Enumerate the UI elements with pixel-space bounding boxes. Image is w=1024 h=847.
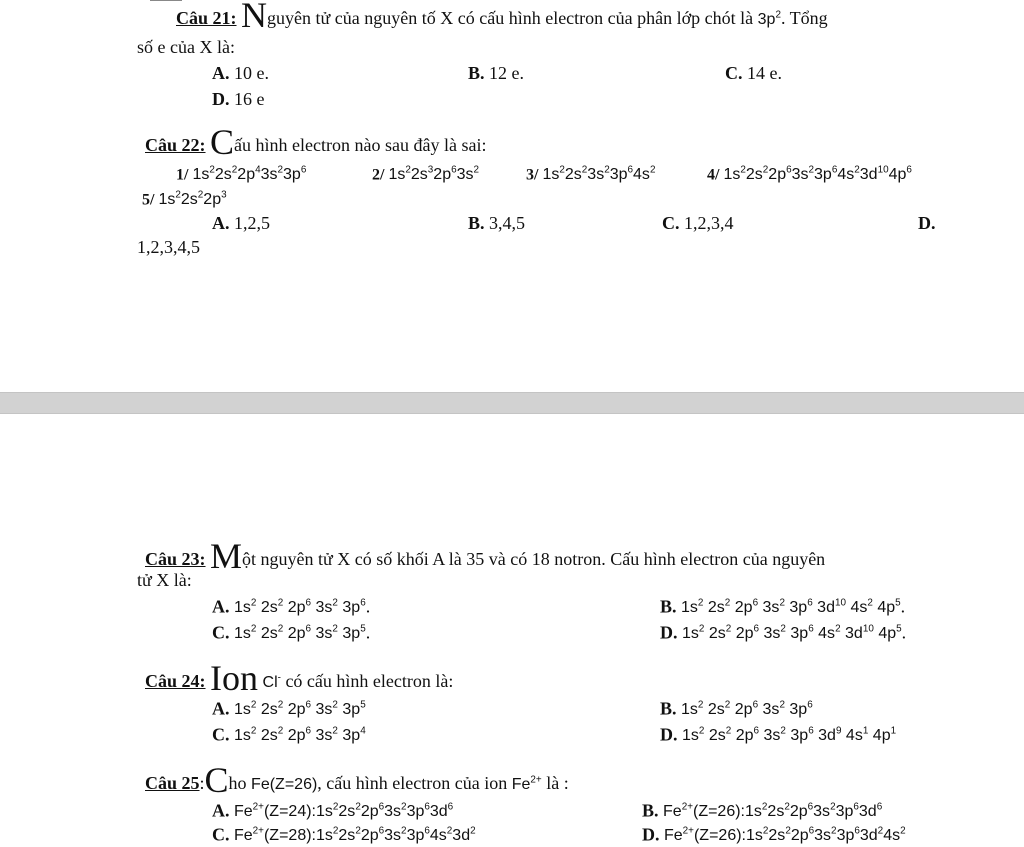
q23-line-2: tử X là:: [137, 570, 192, 590]
q22-item-2-config: $1s^22s^32p^63s^2$: [388, 165, 480, 184]
q22-option-d-text: 1,2,3,4,5: [137, 237, 200, 257]
q25-text-2: , cấu hình electron của ion: [317, 773, 512, 793]
q23-line-1: [145, 536, 826, 576]
q22-item-1-config: $1s^22s^22p^43s^23p^6$: [192, 165, 307, 184]
q21-label: Câu 21:: [176, 8, 237, 28]
q23-text: ột nguyên tử X có số khối A là 35 và có 18 notron. Cấu hình electron của nguyên: [242, 549, 826, 569]
q25-ion: $Fe^{2+}$: [511, 774, 542, 793]
q23-label: Câu 23:: [145, 549, 206, 569]
q21-config: $3p^2$: [757, 9, 781, 28]
q24-option-d: D. $1s^2$ $2s^2$ $2p^6$ $3s^2$ $3p^6$ $3d^9$ $4s^1$ $4p^1$: [660, 724, 897, 745]
q24-dropcap: Ion: [210, 658, 259, 698]
q24-ion: Cl-: [262, 672, 281, 691]
q21-line-2: số e của X là:: [137, 37, 235, 57]
q21-tail: . Tổng: [780, 8, 828, 28]
q22-item-3-config: $1s^22s^23s^23p^64s^2$: [542, 165, 656, 184]
q24-text: có cấu hình electron là:: [280, 671, 454, 691]
q25-fe: Fe(Z=26): [251, 776, 318, 793]
q22-item-2: 2/ $1s^22s^32p^63s^2$: [372, 165, 480, 184]
q23-option-a: A. $1s^2$ $2s^2$ $2p^6$ $3s^2$ $3p^6$.: [212, 596, 371, 617]
q25-option-d: D. $Fe^{2+}(Z=26):1s^22s^22p^63s^23p^63d^24s^2$: [642, 824, 906, 845]
q22-label: Câu 22:: [145, 135, 206, 155]
q24-option-a: A. $1s^2$ $2s^2$ $2p^6$ $3s^2$ $3p^5$: [212, 698, 366, 719]
q22-line-1: [145, 122, 487, 162]
q21-line-1: [176, 0, 828, 35]
q25-text-3: là :: [541, 773, 569, 793]
q24-option-b: B. $1s^2$ $2s^2$ $2p^6$ $3s^2$ $3p^6$: [660, 698, 813, 719]
document-page-1: [0, 0, 1024, 392]
q22-option-c: C. 1,2,3,4: [662, 213, 734, 233]
q25-option-b: B. $Fe^{2+}(Z=26):1s^22s^22p^63s^23p^63d^6$: [642, 800, 883, 821]
q23-option-b: B. $1s^2$ $2s^2$ $2p^6$ $3s^2$ $3p^6$ $3d^{10}$ $4s^2$ $4p^5$.: [660, 596, 906, 617]
q24-label: Câu 24:: [145, 671, 206, 691]
q21-option-b: B. 12 e.: [468, 63, 525, 83]
q22-option-b: B. 3,4,5: [468, 213, 526, 233]
q22-item-5: 5/ $1s^22s^22p^3$: [142, 190, 227, 209]
q22-option-a: A. 1,2,5: [212, 213, 270, 233]
q23-dropcap: M: [210, 536, 243, 576]
q22-item-5-config: $1s^22s^22p^3$: [158, 190, 227, 209]
q24-option-c: C. $1s^2$ $2s^2$ $2p^6$ $3s^2$ $3p^4$: [212, 724, 366, 745]
q22-item-4: 4/ $1s^22s^22p^63s^23p^64s^23d^{10}4p^6$: [707, 165, 912, 184]
q24-line-1: [145, 658, 454, 698]
q21-dropcap: N: [241, 0, 268, 35]
q23-option-c: C. $1s^2$ $2s^2$ $2p^6$ $3s^2$ $3p^5$.: [212, 622, 371, 643]
q25-dropcap: C: [204, 760, 229, 800]
q25-option-c: C. $Fe^{2+}(Z=28):1s^22s^22p^63s^23p^64s^23d^2$: [212, 824, 476, 845]
q23-option-d: D. $1s^2$ $2s^2$ $2p^6$ $3s^2$ $3p^6$ $4s^2$ $3d^{10}$ $4p^5$.: [660, 622, 907, 643]
document-page-2: [0, 414, 1024, 843]
q22-item-1: 1/ $1s^22s^22p^43s^23p^6$: [176, 165, 307, 184]
q22-item-4-config: $1s^22s^22p^63s^23p^64s^23d^{10}4p^6$: [723, 165, 912, 184]
q22-option-d: D.: [918, 213, 936, 233]
q21-text: guyên tử của nguyên tố X có cấu hình electron của phân lớp chót là: [267, 8, 758, 28]
q21-option-a: A. 10 e.: [212, 63, 269, 83]
q25-text-1: ho: [228, 773, 252, 793]
q22-dropcap: C: [210, 122, 235, 162]
q21-option-c: C. 14 e.: [725, 63, 782, 83]
q25-option-a: A. $Fe^{2+}(Z=24):1s^22s^22p^63s^23p^63d^6$: [212, 800, 454, 821]
q21-option-d: D. 16 e: [212, 89, 265, 109]
page-break: [0, 392, 1024, 414]
q25-label: Câu 25: [145, 773, 200, 793]
q25-line-1: Câu 25:Cho Fe(Z=26), cấu hình electron của ion $Fe^{2+}$ là :: [145, 760, 569, 800]
q22-item-3: 3/ $1s^22s^23s^23p^64s^2$: [526, 165, 656, 184]
q22-text: ấu hình electron nào sau đây là sai:: [234, 135, 487, 155]
